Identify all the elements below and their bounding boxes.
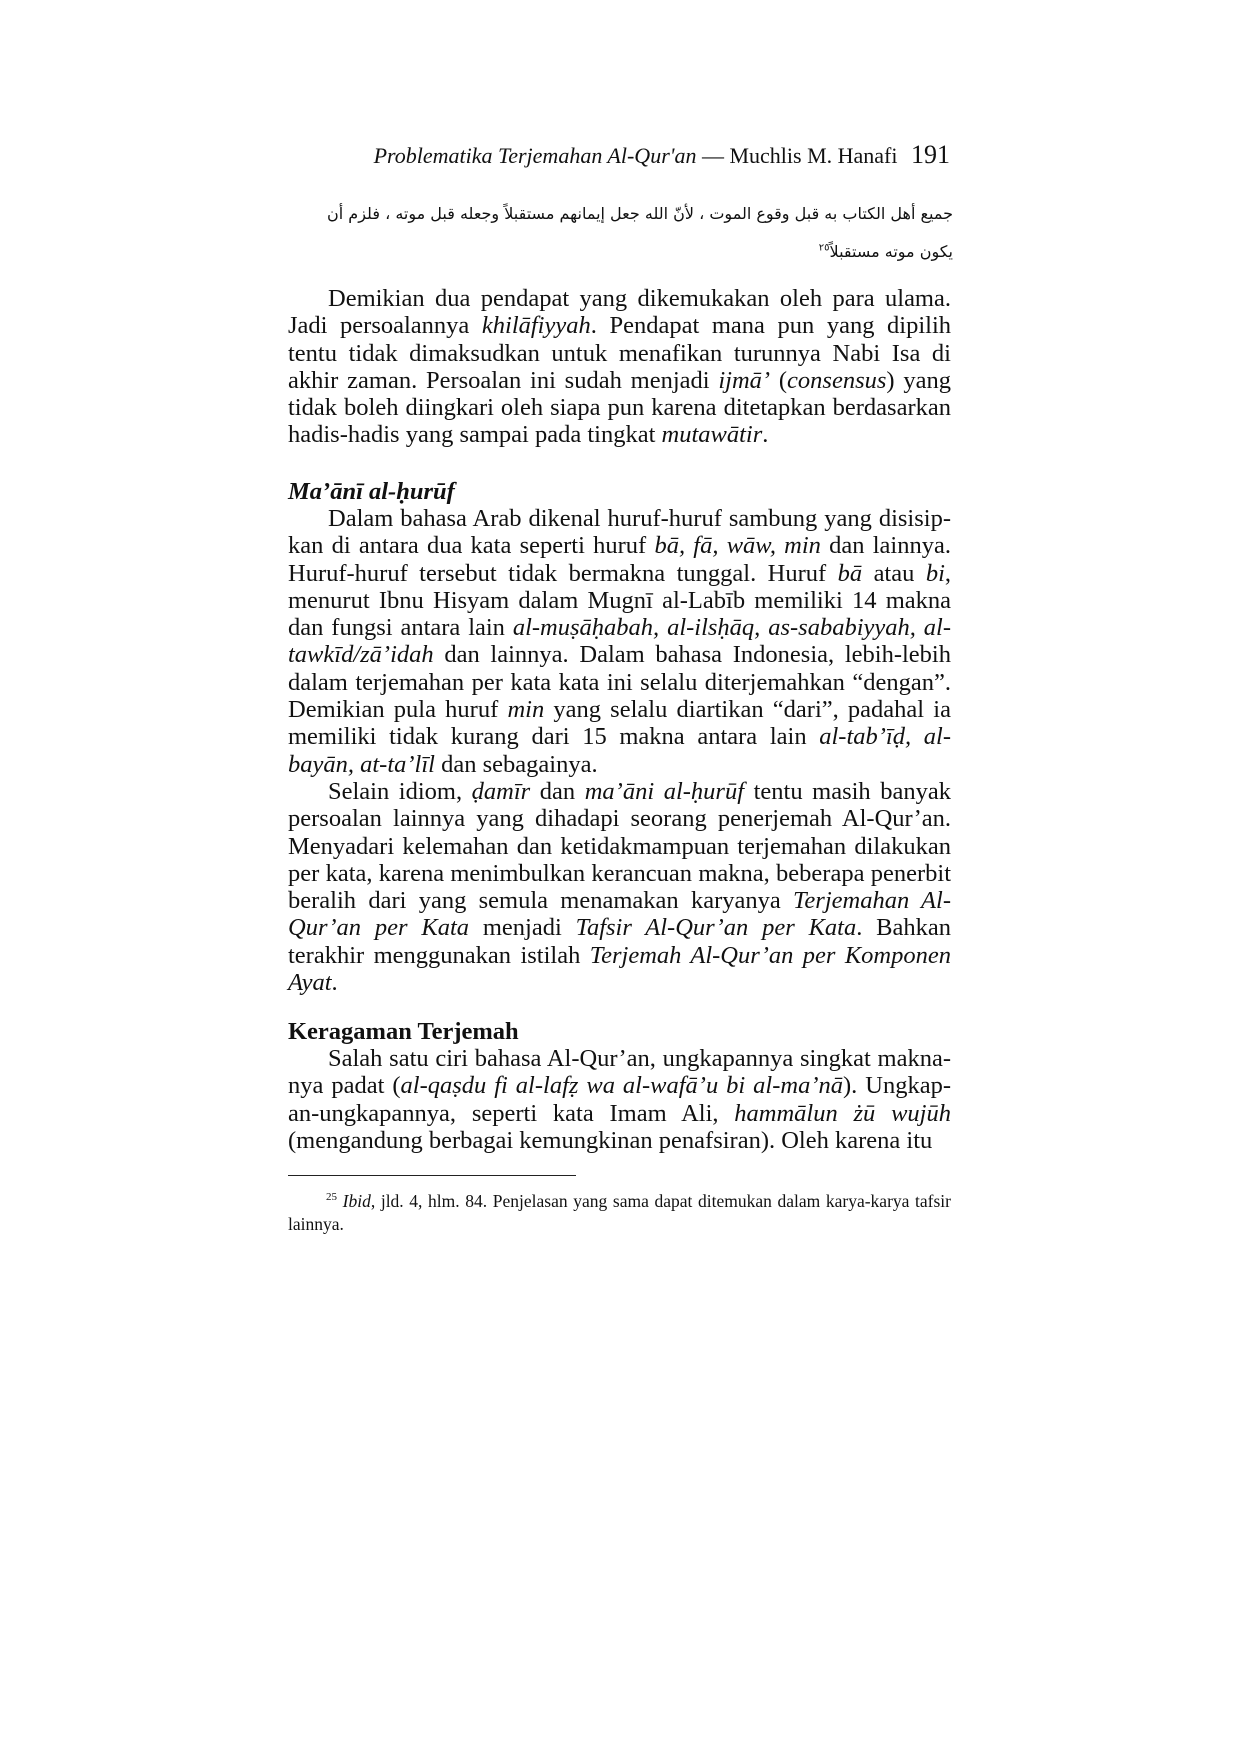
- p2-text-6: yang selalu diartikan “dari”, padahal ia memiliki tidak kurang dari 15 makna antara lain: [288, 696, 951, 751]
- paragraph-3: [288, 778, 951, 996]
- p2-italic-1: bā, fā, wāw, min: [654, 532, 821, 560]
- section-maani-body: [288, 505, 951, 996]
- p2-italic-2: bā: [837, 559, 863, 587]
- p2-italic-3: bi: [925, 559, 945, 587]
- p1-text-1: Demikian dua pendapat yang dikemukakan oleh para ulama. Jadi persoalannya: [288, 285, 951, 340]
- footnote-number: 25: [326, 1191, 337, 1203]
- p3-text-1: Selain idiom,: [328, 777, 472, 805]
- paragraph-1: [288, 285, 951, 449]
- section-heading-keragaman: Keragaman Terjemah: [288, 1018, 519, 1045]
- p1-italic-4: mutawātir: [661, 421, 763, 449]
- p3-text-4: menjadi: [469, 914, 576, 942]
- p3-italic-4: Tafsir Al-Qur’an per Kata: [575, 914, 857, 942]
- p3-text-6: .: [331, 969, 338, 997]
- p1-text-5: .: [762, 421, 769, 449]
- p1-italic-1: khilāfiyyah: [481, 312, 591, 340]
- p2-text-1: Dalam bahasa Arab dikenal huruf-huruf sambung yang disisipkan di antara dua kata seperti huruf: [288, 505, 951, 560]
- running-header: [374, 140, 950, 170]
- arabic-quote-line-2: [288, 242, 953, 261]
- paragraph-4: [288, 1045, 951, 1154]
- arabic-quote-line-2-text: يكون موته مستقبلاً: [829, 242, 953, 261]
- p1-text-4: ) yang tidak boleh diingkari oleh siapa pun karena ditetapkan berdasarkan hadis-hadis yang sampai pada tingkat: [288, 366, 951, 449]
- p2-text-5: dan lainnya. Dalam bahasa Indonesia, lebih-lebih dalam terjemahan per kata kata ini selalu diterjemahkan “dengan”. Demikian pula huruf: [288, 641, 951, 724]
- page-number: 191: [911, 140, 950, 169]
- p4-italic-2: hammālun żū wujūh: [734, 1099, 951, 1127]
- section-heading-maani: Ma’ānī al-ḥurūf: [288, 478, 455, 505]
- header-author: Muchlis M. Hanafi: [729, 143, 898, 168]
- p1-italic-2: ijmā’: [718, 366, 771, 394]
- p2-italic-6: al-tab’īḍ, al-bayān, at-ta’līl: [288, 723, 951, 778]
- p2-italic-4: al-muṣāḥabah, al-ilsḥāq, as-sababiyyah, al-tawkīd/zā’idah: [288, 614, 951, 669]
- p2-text-4: , menurut Ibnu Hisyam dalam Mugnī al-Labīb memiliki 14 makna dan fungsi antara lain: [288, 559, 951, 642]
- p4-text-1: Salah satu ciri bahasa Al-Qur’an, ungkapannya singkat maknanya padat (: [288, 1045, 951, 1100]
- p1-text-2: . Pendapat mana pun yang dipilih tentu tidak dimaksudkan untuk menafikan turunnya Nabi Isa di akhir zaman. Persoalan ini sudah menjadi: [288, 312, 952, 394]
- p3-text-5: . Bahkan terakhir menggunakan istilah: [288, 914, 952, 969]
- p2-italic-5: min: [507, 696, 545, 724]
- p2-text-7: dan sebagainya.: [434, 750, 598, 778]
- footnote: [288, 1186, 951, 1236]
- p4-text-3: (mengandung berbagai kemungkinan penafsiran). Oleh karena itu: [288, 1126, 933, 1154]
- arabic-footnote-ref: ٢٥: [818, 242, 830, 254]
- header-title: Problematika Terjemahan Al-Qur'an: [373, 143, 697, 168]
- p4-text-2: ). Ungkapan-ungkapannya, seperti kata Imam Ali,: [288, 1072, 952, 1127]
- footnote-text: , jld. 4, hlm. 84. Penjelasan yang sama dapat ditemukan dalam karya-karya tafsir lainnya.: [288, 1190, 951, 1234]
- p4-italic-1: al-qaṣdu fi al-lafẓ wa al-wafā’u bi al-ma’nā: [400, 1072, 844, 1100]
- p3-text-2: dan: [530, 777, 585, 805]
- p3-italic-2: ma’āni al-ḥurūf: [584, 777, 745, 805]
- footnote-divider: [288, 1175, 576, 1176]
- p3-italic-3: Terjemahan Al-Qur’an per Kata: [288, 887, 951, 942]
- footnote-ibid: Ibid: [342, 1190, 371, 1211]
- p1-text-3: (: [770, 366, 788, 394]
- paragraph-2: [288, 505, 951, 778]
- p1-italic-3: consensus: [787, 366, 887, 394]
- p3-text-3: tentu masih banyak persoalan lainnya yang dihadapi seorang penerjemah Al-Qur’an. Menyadari kelemahan dan ketidakmampuan terjemahan dilakukan per kata, karena menimbulkan kerancuan makna, beberapa penerbit beralih dari yang semula menamakan karyanya: [288, 777, 951, 915]
- arabic-quote-line-1: جميع أهل الكتاب به قبل وقوع الموت ، لأنّ الله جعل إيمانهم مستقبلاً وجعله قبل موته ، فلزم أن: [327, 204, 953, 223]
- header-dash: —: [701, 143, 724, 168]
- p3-italic-5: Terjemah Al-Qur’an per Komponen Ayat: [288, 941, 952, 997]
- p2-text-2: dan lainnya. Huruf-huruf tersebut tidak bermakna tunggal. Huruf: [288, 532, 951, 587]
- p2-text-3: atau: [862, 559, 926, 587]
- p3-italic-1: ḍamīr: [471, 777, 531, 805]
